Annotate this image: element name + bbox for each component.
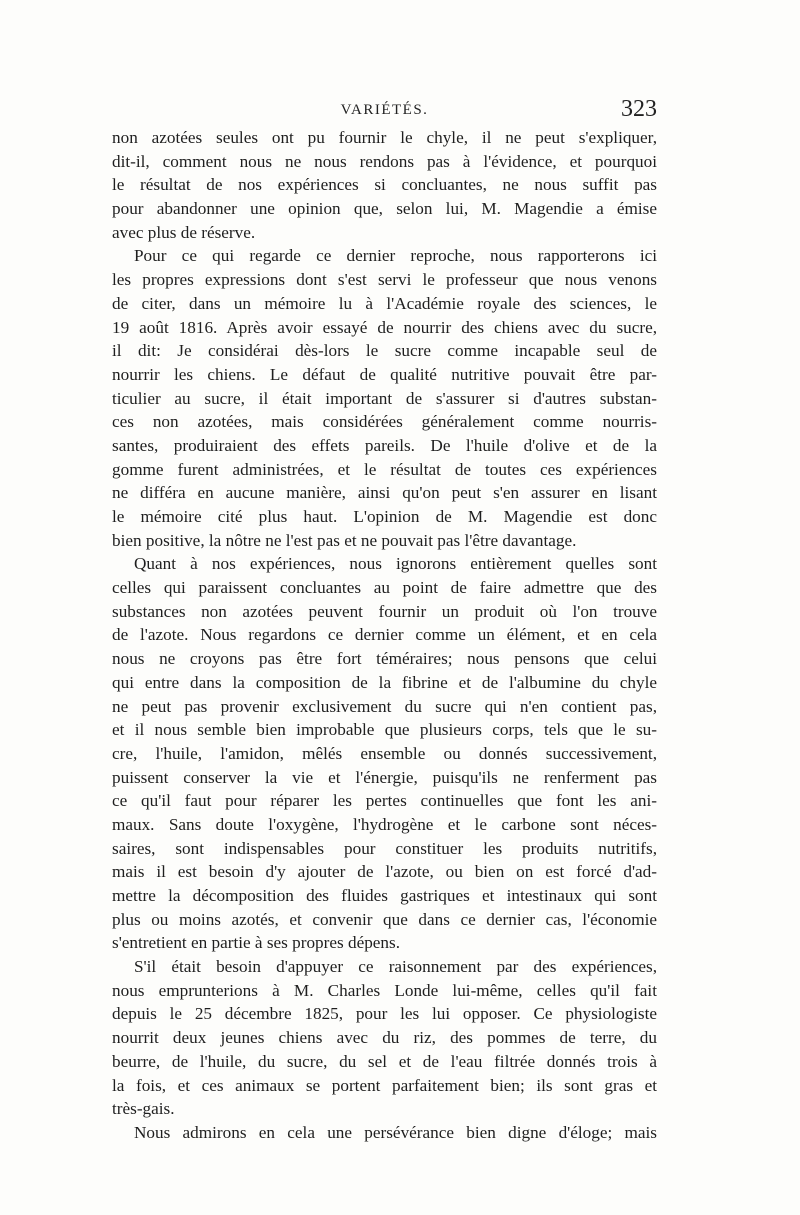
text-line: beurre, de l'huile, du sucre, du sel et de l'eau filtrée donnés trois à [112, 1051, 657, 1071]
text-line: très-gais. [112, 1099, 175, 1119]
text-line: avec plus de réserve. [112, 222, 256, 242]
text-line: nourrir les chiens. Le défaut de qualité nutritive pouvait être par- [112, 364, 657, 384]
text-line: Quant à nos expériences, nous ignorons entièrement quelles sont [134, 554, 657, 574]
text-line: saires, sont indispensables pour constituer les produits nutritifs, [112, 838, 657, 858]
text-line: nourrit deux jeunes chiens avec du riz, des pommes de terre, du [112, 1028, 657, 1048]
text-line: S'il était besoin d'appuyer ce raisonnement par des expériences, [134, 957, 657, 977]
text-line: ce qu'il faut pour réparer les pertes continuelles que font les ani- [112, 791, 657, 811]
text-line: s'entretient en partie à ses propres dépens. [112, 933, 401, 953]
text-line: pour abandonner une opinion que, selon lui, M. Magendie a émise [112, 199, 657, 219]
text-line: ne différa en aucune manière, ainsi qu'on peut s'en assurer en lisant [112, 483, 657, 503]
text-line: mettre la décomposition des fluides gastriques et intestinaux qui sont [112, 886, 657, 905]
text-line: qui entre dans la composition de la fibrine et de l'albumine du chyle [112, 672, 657, 692]
running-title: VARIÉTÉS. [340, 102, 429, 118]
text-line: puissent conserver la vie et l'énergie, puisqu'ils ne renferment pas [112, 767, 657, 787]
running-head [112, 96, 657, 128]
text-line: substances non azotées peuvent fournir un produit où l'on trouve [112, 601, 657, 621]
text-line: nous emprunterions à M. Charles Londe lui-même, celles qu'il fait [112, 980, 657, 1000]
text-line: depuis le 25 décembre 1825, pour les lui opposer. Ce physiologiste [112, 1004, 657, 1024]
text-line: ces non azotées, mais considérées généralement comme nourris- [112, 412, 657, 432]
text-line: et il nous semble bien improbable que plusieurs corps, tels que le su- [112, 720, 657, 740]
text-line: ticulier au sucre, il était important de s'assurer si d'autres substan- [112, 388, 657, 408]
text-line: 19 août 1816. Après avoir essayé de nourrir des chiens avec du sucre, [112, 317, 657, 337]
text-line: Nous admirons en cela une persévérance bien digne d'éloge; mais [134, 1122, 657, 1142]
text-line: ne peut pas provenir exclusivement du sucre qui n'en contient pas, [112, 696, 657, 716]
text-line: plus ou moins azotés, et convenir que dans ce dernier cas, l'économie [112, 909, 657, 929]
text-line: le mémoire cité plus haut. L'opinion de M. Magendie est donc [112, 507, 657, 526]
text-line: il dit: Je considérai dès-lors le sucre comme incapable seul de [112, 341, 657, 361]
text-line: de citer, dans un mémoire lu à l'Académie royale des sciences, le [112, 293, 657, 313]
text-line: non azotées seules ont pu fournir le chyle, il ne peut s'expliquer, [112, 128, 657, 147]
text-line: gomme furent administrées, et le résultat de toutes ces expériences [112, 459, 657, 479]
text-line: celles qui paraissent concluantes au point de faire admettre que des [112, 578, 657, 598]
text-line: le résultat de nos expériences si concluantes, ne nous suffit pas [112, 175, 657, 195]
body-text [112, 126, 657, 1145]
text-line: dit-il, comment nous ne nous rendons pas à l'évidence, et pourquoi [112, 151, 657, 171]
text-line: nous ne croyons pas être fort téméraires; nous pensons que celui [112, 649, 657, 669]
text-line: mais il est besoin d'y ajouter de l'azote, ou bien on est forcé d'ad- [112, 862, 657, 882]
text-line: les propres expressions dont s'est servi le professeur que nous venons [112, 270, 657, 290]
text-line: cre, l'huile, l'amidon, mêlés ensemble ou donnés successivement, [112, 743, 657, 763]
text-line: bien positive, la nôtre ne l'est pas et ne pouvait pas l'être davantage. [112, 530, 577, 550]
page-number: 323 [621, 96, 657, 122]
text-line: maux. Sans doute l'oxygène, l'hydrogène et le carbone sont néces- [112, 814, 657, 834]
text-line: de l'azote. Nous regardons ce dernier comme un élément, et en cela [112, 625, 657, 645]
text-line: la fois, et ces animaux se portent parfaitement bien; ils sont gras et [112, 1075, 657, 1095]
text-line: santes, produiraient des effets pareils. De l'huile d'olive et de la [112, 435, 657, 455]
text-line: Pour ce qui regarde ce dernier reproche, nous rapporterons ici [134, 246, 657, 266]
